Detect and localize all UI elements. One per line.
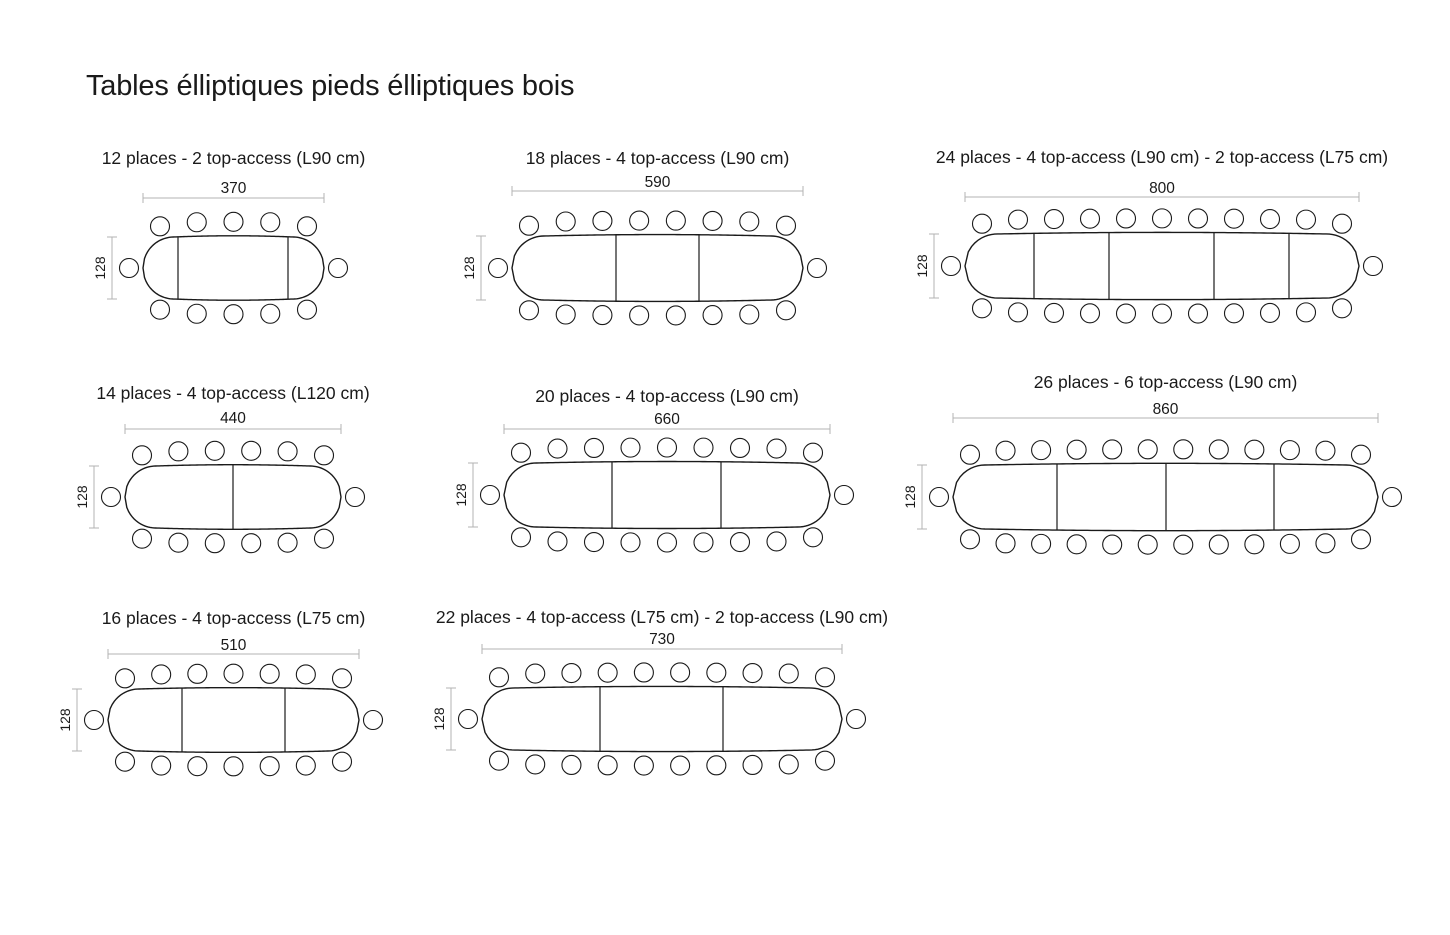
seat-icon bbox=[1352, 530, 1371, 549]
seat-icon bbox=[1081, 304, 1100, 323]
seat-icon bbox=[671, 756, 690, 775]
seat-icon bbox=[1103, 535, 1122, 554]
seat-icon bbox=[490, 751, 509, 770]
table-caption: 20 places - 4 top-access (L90 cm) bbox=[535, 386, 799, 406]
seat-icon bbox=[630, 306, 649, 325]
width-label: 128 bbox=[453, 483, 469, 507]
seat-icon bbox=[187, 304, 206, 323]
seat-icon bbox=[585, 533, 604, 552]
length-label: 590 bbox=[644, 174, 671, 191]
seat-icon bbox=[671, 663, 690, 682]
seat-icon bbox=[526, 664, 545, 683]
seat-icon bbox=[298, 217, 317, 236]
seat-icon bbox=[1316, 534, 1335, 553]
seat-icon bbox=[120, 259, 139, 278]
seat-icon bbox=[490, 668, 509, 687]
seat-icon bbox=[634, 663, 653, 682]
length-label: 860 bbox=[1152, 401, 1179, 418]
table-caption: 12 places - 2 top-access (L90 cm) bbox=[101, 148, 366, 168]
seat-icon bbox=[585, 438, 604, 457]
seat-icon bbox=[1261, 210, 1280, 229]
seat-icon bbox=[1117, 209, 1136, 228]
seat-icon bbox=[224, 757, 243, 776]
seat-icon bbox=[694, 438, 713, 457]
table-outline bbox=[504, 462, 830, 529]
seat-icon bbox=[329, 259, 348, 278]
seat-icon bbox=[526, 755, 545, 774]
seat-icon bbox=[658, 438, 677, 457]
seat-icon bbox=[707, 756, 726, 775]
width-label: 128 bbox=[57, 708, 73, 732]
length-label: 800 bbox=[1149, 180, 1175, 197]
seat-icon bbox=[1153, 209, 1172, 228]
seat-icon bbox=[1316, 441, 1335, 460]
table-diagram bbox=[468, 424, 854, 552]
seat-icon bbox=[598, 663, 617, 682]
seat-icon bbox=[777, 301, 796, 320]
width-label: 128 bbox=[902, 485, 918, 509]
seat-icon bbox=[740, 212, 759, 231]
seat-icon bbox=[1067, 535, 1086, 554]
seat-icon bbox=[520, 216, 539, 235]
seat-icon bbox=[1174, 440, 1193, 459]
length-label: 730 bbox=[649, 631, 675, 648]
seat-icon bbox=[973, 214, 992, 233]
seat-icon bbox=[224, 305, 243, 324]
seat-icon bbox=[512, 443, 531, 462]
seat-icon bbox=[133, 446, 152, 465]
seat-icon bbox=[1297, 210, 1316, 229]
seat-icon bbox=[593, 211, 612, 230]
table-diagram bbox=[89, 424, 365, 553]
table-diagram bbox=[929, 192, 1383, 323]
seat-icon bbox=[621, 533, 640, 552]
seat-icon bbox=[346, 488, 365, 507]
seat-icon bbox=[278, 442, 297, 461]
seat-icon bbox=[169, 533, 188, 552]
table-caption: 18 places - 4 top-access (L90 cm) bbox=[525, 148, 790, 168]
seat-icon bbox=[562, 755, 581, 774]
seat-icon bbox=[1297, 303, 1316, 322]
seat-icon bbox=[743, 755, 762, 774]
table-caption: 16 places - 4 top-access (L75 cm) bbox=[101, 608, 366, 628]
width-label: 128 bbox=[431, 707, 447, 731]
seat-icon bbox=[1009, 303, 1028, 322]
seat-icon bbox=[1009, 210, 1028, 229]
seat-icon bbox=[808, 259, 827, 278]
seat-icon bbox=[481, 486, 500, 505]
seat-icon bbox=[151, 217, 170, 236]
seat-icon bbox=[562, 664, 581, 683]
seat-icon bbox=[1032, 534, 1051, 553]
seat-icon bbox=[260, 664, 279, 683]
length-label: 510 bbox=[220, 637, 247, 654]
seat-icon bbox=[116, 752, 135, 771]
table-caption: 22 places - 4 top-access (L75 cm) - 2 top-access (L90 cm) bbox=[435, 607, 889, 627]
seat-icon bbox=[707, 663, 726, 682]
seat-icon bbox=[1245, 440, 1264, 459]
seat-icon bbox=[740, 305, 759, 324]
seat-icon bbox=[333, 752, 352, 771]
seat-icon bbox=[1352, 445, 1371, 464]
seat-icon bbox=[1081, 209, 1100, 228]
seat-icon bbox=[777, 216, 796, 235]
seat-icon bbox=[996, 441, 1015, 460]
seat-icon bbox=[961, 445, 980, 464]
seat-icon bbox=[779, 755, 798, 774]
seat-icon bbox=[634, 756, 653, 775]
seat-icon bbox=[731, 438, 750, 457]
seat-icon bbox=[779, 664, 798, 683]
seat-icon bbox=[520, 301, 539, 320]
width-label: 128 bbox=[461, 256, 477, 280]
width-label: 128 bbox=[74, 485, 90, 509]
seat-icon bbox=[942, 257, 961, 276]
seat-icon bbox=[961, 530, 980, 549]
seat-icon bbox=[133, 529, 152, 548]
seat-icon bbox=[296, 756, 315, 775]
seat-icon bbox=[1045, 210, 1064, 229]
seat-icon bbox=[102, 488, 121, 507]
table-diagram bbox=[446, 644, 866, 775]
seat-icon bbox=[1225, 209, 1244, 228]
seat-icon bbox=[1209, 535, 1228, 554]
seat-icon bbox=[315, 446, 334, 465]
seat-icon bbox=[205, 441, 224, 460]
seat-icon bbox=[666, 211, 685, 230]
seat-icon bbox=[512, 528, 531, 547]
seat-icon bbox=[242, 441, 261, 460]
seat-icon bbox=[703, 306, 722, 325]
seat-icon bbox=[835, 486, 854, 505]
seat-icon bbox=[187, 213, 206, 232]
seat-icon bbox=[242, 534, 261, 553]
seat-icon bbox=[1067, 440, 1086, 459]
seat-icon bbox=[556, 212, 575, 231]
seat-icon bbox=[1245, 535, 1264, 554]
seat-icon bbox=[816, 668, 835, 687]
length-label: 660 bbox=[654, 411, 680, 428]
seat-icon bbox=[1138, 440, 1157, 459]
seat-icon bbox=[224, 212, 243, 231]
seat-icon bbox=[298, 300, 317, 319]
seat-icon bbox=[152, 756, 171, 775]
seat-icon bbox=[630, 211, 649, 230]
seat-icon bbox=[767, 439, 786, 458]
seat-icon bbox=[459, 710, 478, 729]
seat-icon bbox=[1138, 535, 1157, 554]
seat-icon bbox=[996, 534, 1015, 553]
table-diagram bbox=[476, 186, 827, 325]
seat-icon bbox=[151, 300, 170, 319]
seat-icon bbox=[847, 710, 866, 729]
seat-icon bbox=[1117, 304, 1136, 323]
table-outline bbox=[482, 686, 842, 751]
seat-icon bbox=[1189, 209, 1208, 228]
table-caption: 14 places - 4 top-access (L120 cm) bbox=[96, 383, 370, 403]
seat-icon bbox=[973, 299, 992, 318]
table-outline bbox=[108, 688, 359, 753]
width-label: 128 bbox=[92, 256, 108, 280]
seat-icon bbox=[804, 528, 823, 547]
seat-icon bbox=[1032, 441, 1051, 460]
seat-icon bbox=[489, 259, 508, 278]
seat-icon bbox=[816, 751, 835, 770]
length-label: 440 bbox=[220, 410, 246, 427]
seat-icon bbox=[261, 304, 280, 323]
page-title: Tables élliptiques pieds élliptiques bois bbox=[86, 70, 575, 102]
seat-icon bbox=[556, 305, 575, 324]
table-diagram bbox=[917, 413, 1402, 554]
table-caption: 26 places - 6 top-access (L90 cm) bbox=[1033, 372, 1298, 392]
seat-icon bbox=[1383, 488, 1402, 507]
table-diagram bbox=[107, 193, 348, 324]
seat-icon bbox=[188, 757, 207, 776]
table-outline bbox=[143, 236, 324, 300]
seat-icon bbox=[548, 532, 567, 551]
seat-icon bbox=[1333, 214, 1352, 233]
seat-icon bbox=[224, 664, 243, 683]
length-label: 370 bbox=[220, 180, 247, 197]
table-outline bbox=[512, 235, 803, 302]
seat-icon bbox=[1261, 303, 1280, 322]
table-caption: 24 places - 4 top-access (L90 cm) - 2 top-access (L75 cm) bbox=[935, 147, 1389, 167]
seat-icon bbox=[333, 669, 352, 688]
seat-icon bbox=[188, 664, 207, 683]
seat-icon bbox=[767, 532, 786, 551]
seat-icon bbox=[548, 439, 567, 458]
seat-icon bbox=[296, 665, 315, 684]
seat-icon bbox=[1280, 534, 1299, 553]
seat-icon bbox=[1174, 535, 1193, 554]
seat-icon bbox=[169, 442, 188, 461]
seat-icon bbox=[1103, 440, 1122, 459]
seat-icon bbox=[731, 533, 750, 552]
seat-icon bbox=[598, 756, 617, 775]
seat-icon bbox=[1364, 257, 1383, 276]
seat-icon bbox=[152, 665, 171, 684]
seat-icon bbox=[804, 443, 823, 462]
seat-icon bbox=[658, 533, 677, 552]
seat-icon bbox=[1225, 304, 1244, 323]
seat-icon bbox=[85, 711, 104, 730]
seat-icon bbox=[1333, 299, 1352, 318]
width-label: 128 bbox=[914, 254, 930, 278]
seat-icon bbox=[743, 664, 762, 683]
seat-icon bbox=[116, 669, 135, 688]
table-diagram bbox=[72, 649, 383, 776]
seat-icon bbox=[260, 757, 279, 776]
seat-icon bbox=[930, 488, 949, 507]
seat-icon bbox=[278, 533, 297, 552]
seat-icon bbox=[666, 306, 685, 325]
table-outline bbox=[965, 232, 1359, 299]
seat-icon bbox=[315, 529, 334, 548]
seat-icon bbox=[261, 213, 280, 232]
seat-icon bbox=[621, 438, 640, 457]
seat-icon bbox=[1280, 441, 1299, 460]
seat-icon bbox=[703, 211, 722, 230]
seat-icon bbox=[1189, 304, 1208, 323]
seat-icon bbox=[1045, 303, 1064, 322]
seat-icon bbox=[1153, 304, 1172, 323]
seat-icon bbox=[694, 533, 713, 552]
seat-icon bbox=[593, 306, 612, 325]
seat-icon bbox=[1209, 440, 1228, 459]
seat-icon bbox=[364, 711, 383, 730]
seat-icon bbox=[205, 534, 224, 553]
